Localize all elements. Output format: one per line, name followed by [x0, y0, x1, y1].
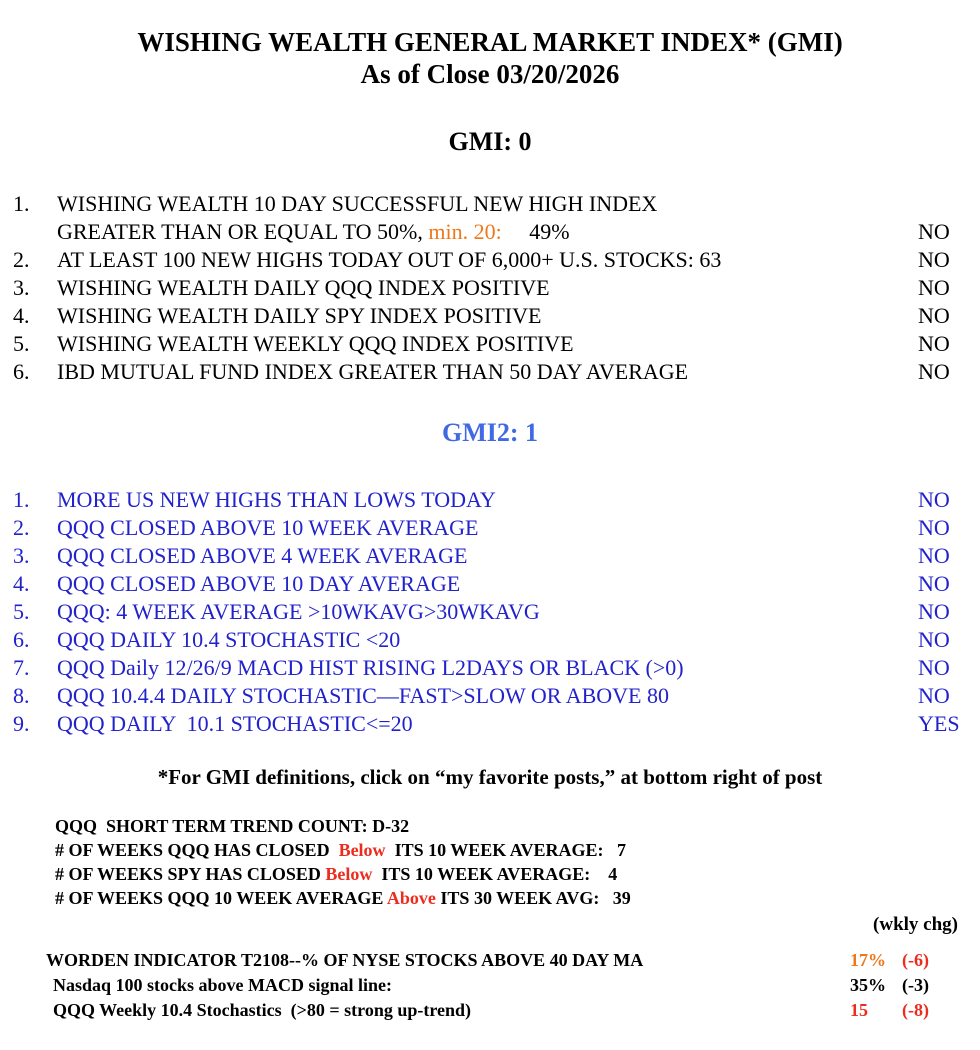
qqq-weeks-below-line: [55, 838, 980, 862]
min-threshold-highlight: min. 20:: [428, 219, 502, 244]
item-line-2: [57, 218, 910, 246]
item-answer: NO: [918, 331, 950, 356]
item-number: 9.: [13, 711, 30, 736]
item-answer: NO: [918, 571, 950, 596]
spy-weeks-below-line: [55, 862, 980, 886]
item-text: WISHING WEALTH DAILY QQQ INDEX POSITIVE: [57, 275, 550, 300]
item-text: QQQ DAILY 10.1 STOCHASTIC<=20: [57, 711, 413, 736]
item-answer: YES: [918, 711, 960, 736]
gmi2-item-5: [0, 598, 980, 626]
trend-stats-block: [0, 814, 980, 910]
gmi-item-1: [0, 190, 980, 246]
item-number: 4.: [13, 303, 30, 328]
indicators-block: [0, 948, 980, 1023]
item-number: 5.: [13, 599, 30, 624]
item-line-1: WISHING WEALTH 10 DAY SUCCESSFUL NEW HIGH INDEX: [57, 191, 658, 216]
indicator-label: Nasdaq 100 stocks above MACD signal line:: [53, 975, 393, 995]
item-line-2-value: 49%: [501, 219, 570, 244]
item-text: QQQ 10.4.4 DAILY STOCHASTIC—FAST>SLOW OR ABOVE 80: [57, 683, 669, 708]
item-text: MORE US NEW HIGHS THAN LOWS TODAY: [57, 487, 496, 512]
item-text: WISHING WEALTH WEEKLY QQQ INDEX POSITIVE: [57, 331, 574, 356]
stat-prefix: # OF WEEKS SPY HAS CLOSED: [55, 864, 326, 884]
indicator-value: 15: [850, 1000, 868, 1020]
item-answer: NO: [918, 247, 950, 272]
item-number: 2.: [13, 515, 30, 540]
indicator-change: (-6): [902, 950, 929, 970]
trend-count-line: [55, 814, 980, 838]
gmi2-item-3: [0, 542, 980, 570]
item-answer: NO: [918, 487, 950, 512]
stat-highlight: Below: [325, 864, 373, 884]
item-text: IBD MUTUAL FUND INDEX GREATER THAN 50 DAY AVERAGE: [57, 359, 689, 384]
gmi-item-5: [0, 330, 980, 358]
nasdaq-macd-row: [0, 973, 980, 998]
gmi-item-4: [0, 302, 980, 330]
page-title: WISHING WEALTH GENERAL MARKET INDEX* (GMI): [137, 27, 843, 57]
gmi2-item-7: [0, 654, 980, 682]
item-answer: NO: [918, 599, 950, 624]
item-line-2-prefix: GREATER THAN OR EQUAL TO 50%,: [57, 219, 429, 244]
qqq-10wk-above-30wk-line: [55, 886, 980, 910]
item-answer: NO: [918, 515, 950, 540]
item-number: 6.: [13, 359, 30, 384]
item-answer: NO: [918, 303, 950, 328]
indicator-label: WORDEN INDICATOR T2108--% OF NYSE STOCKS ABOVE 40 DAY MA: [46, 950, 644, 970]
gmi2-score: GMI2: 1: [441, 418, 539, 447]
stat-prefix: QQQ SHORT TERM TREND COUNT: D-32: [55, 816, 410, 836]
item-number: 6.: [13, 627, 30, 652]
indicator-value: 17%: [850, 950, 886, 970]
item-text: QQQ CLOSED ABOVE 10 WEEK AVERAGE: [57, 515, 479, 540]
stat-highlight: Below: [338, 840, 386, 860]
item-text: QQQ: 4 WEEK AVERAGE >10WKAVG>30WKAVG: [57, 599, 540, 624]
item-number: 2.: [13, 247, 30, 272]
item-number: 7.: [13, 655, 30, 680]
stat-prefix: # OF WEEKS QQQ HAS CLOSED: [55, 840, 339, 860]
weekly-change-label: (wkly chg): [873, 914, 958, 935]
item-text: QQQ CLOSED ABOVE 4 WEEK AVERAGE: [57, 543, 468, 568]
gmi2-item-4: [0, 570, 980, 598]
item-number: 8.: [13, 683, 30, 708]
worden-t2108-row: [0, 948, 980, 973]
gmi2-item-2: [0, 514, 980, 542]
item-text: QQQ Daily 12/26/9 MACD HIST RISING L2DAYS OR BLACK (>0): [57, 655, 684, 680]
gmi-item-3: [0, 274, 980, 302]
item-number: 3.: [13, 275, 30, 300]
stat-highlight: Above: [386, 888, 436, 908]
gmi2-item-6: [0, 626, 980, 654]
stat-suffix: ITS 30 WEEK AVG: 39: [435, 888, 631, 908]
indicator-value: 35%: [850, 975, 886, 995]
gmi2-item-8: [0, 682, 980, 710]
item-number: 1.: [13, 191, 30, 216]
item-answer: NO: [918, 275, 950, 300]
page-subtitle: As of Close 03/20/2026: [360, 59, 620, 89]
indicator-label: QQQ Weekly 10.4 Stochastics (>80 = strong up-trend): [53, 1000, 472, 1020]
item-number: 3.: [13, 543, 30, 568]
gmi-item-6: [0, 358, 980, 386]
gmi-definitions-footnote: *For GMI definitions, click on “my favorite posts,” at bottom right of post: [157, 765, 823, 789]
qqq-weekly-stochastics-row: [0, 998, 980, 1023]
gmi-report-page: [0, 26, 980, 1023]
item-text: WISHING WEALTH DAILY SPY INDEX POSITIVE: [57, 303, 542, 328]
gmi2-item-1: [0, 486, 980, 514]
gmi-score: GMI: 0: [448, 127, 532, 156]
item-text: QQQ CLOSED ABOVE 10 DAY AVERAGE: [57, 571, 461, 596]
gmi-list: [0, 190, 980, 386]
item-text: AT LEAST 100 NEW HIGHS TODAY OUT OF 6,000+ U.S. STOCKS: 63: [57, 247, 722, 272]
item-answer: NO: [918, 627, 950, 652]
indicator-change: (-3): [902, 975, 929, 995]
stat-suffix: ITS 10 WEEK AVERAGE: 4: [372, 864, 618, 884]
item-text: [57, 190, 910, 246]
item-answer: NO: [918, 359, 950, 384]
gmi2-list: [0, 486, 980, 738]
indicator-change: (-8): [902, 1000, 929, 1020]
item-answer: NO: [918, 655, 950, 680]
item-text: QQQ DAILY 10.4 STOCHASTIC <20: [57, 627, 401, 652]
item-number: 5.: [13, 331, 30, 356]
gmi-item-2: [0, 246, 980, 274]
item-number: 4.: [13, 571, 30, 596]
item-number: 1.: [13, 487, 30, 512]
item-answer: NO: [918, 219, 950, 244]
gmi2-item-9: [0, 710, 980, 738]
stat-suffix: ITS 10 WEEK AVERAGE: 7: [385, 840, 626, 860]
stat-prefix: # OF WEEKS QQQ 10 WEEK AVERAGE: [55, 888, 387, 908]
item-answer: NO: [918, 543, 950, 568]
item-answer: NO: [918, 683, 950, 708]
